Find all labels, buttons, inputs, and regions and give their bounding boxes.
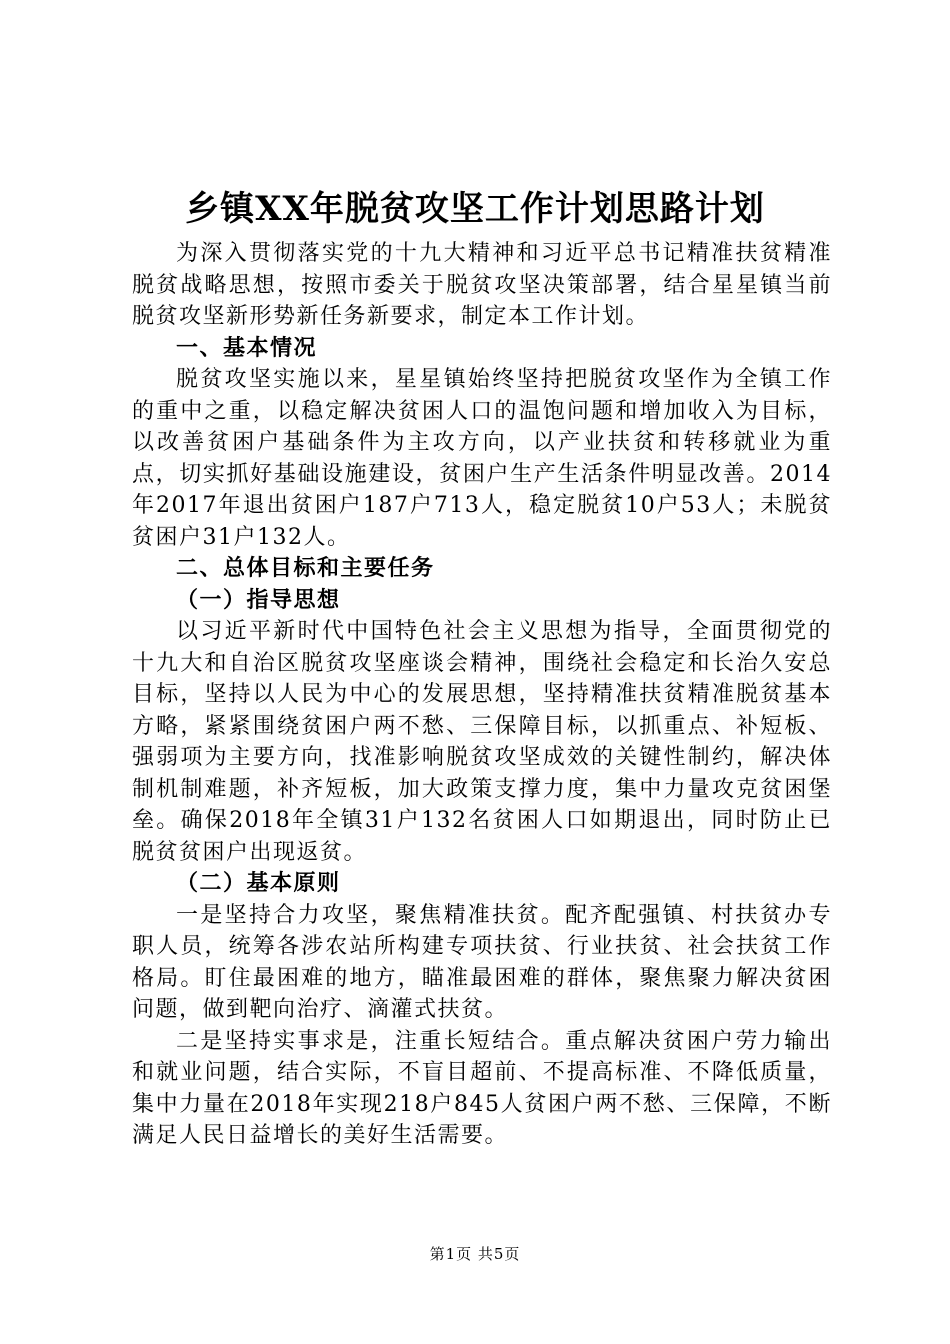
principle-one-paragraph: 一是坚持合力攻坚，聚焦精准扶贫。配齐配强镇、村扶贫办专职人员，统筹各涉农站所构建专项扶贫、行业扶贫、社会扶贫工作格局。盯住最困难的地方，瞄准最困难的群体，聚焦聚力解决贫困问题，做到靶向治疗、滴灌式扶贫。 <box>132 902 832 1022</box>
principle-two-paragraph: 二是坚持实事求是，注重长短结合。重点解决贫困户劳力输出和就业问题，结合实际，不盲目超前、不提高标准、不降低质量，集中力量在2018年实现218户845人贫困户两不愁、三保障，不断满足人民日益增长的美好生活需要。 <box>132 1028 832 1148</box>
section-heading-goals-tasks: 二、总体目标和主要任务 <box>176 556 435 581</box>
guiding-thought-paragraph: 以习近平新时代中国特色社会主义思想为指导，全面贯彻党的十九大和自治区脱贫攻坚座谈会精神，围绕社会稳定和长治久安总目标，坚持以人民为中心的发展思想，坚持精准扶贫精准脱贫基本方略，紧紧围绕贫困户两不愁、三保障目标，以抓重点、补短板、强弱项为主要方向，找准影响脱贫攻坚成效的关键性制约，解决体制机制难题，补齐短板，加大政策支撑力度，集中力量攻克贫困堡垒。确保2018年全镇31户132名贫困人口如期退出，同时防止已脱贫贫困户出现返贫。 <box>132 619 832 865</box>
subsection-heading-guiding-thought: （一）指导思想 <box>176 587 341 613</box>
document-body <box>132 238 832 1152</box>
intro-paragraph: 为深入贯彻落实党的十九大精神和习近平总书记精准扶贫精准脱贫战略思想，按照市委关于脱贫攻坚决策部署，结合星星镇当前脱贫攻坚新形势新任务新要求，制定本工作计划。 <box>132 241 832 329</box>
page-number-footer: 第1页 共5页 <box>429 1245 521 1263</box>
document-title: 乡镇XX年脱贫攻坚工作计划思路计划 <box>185 189 765 229</box>
section-heading-basic-situation: 一、基本情况 <box>176 335 318 361</box>
basic-situation-paragraph: 脱贫攻坚实施以来，星星镇始终坚持把脱贫攻坚作为全镇工作的重中之重，以稳定解决贫困人口的温饱问题和增加收入为目标，以改善贫困户基础条件为主攻方向，以产业扶贫和转移就业为重点，切实抓好基础设施建设，贫困户生产生活条件明显改善。2014年2017年退出贫困户187户713人，稳定脱贫10户53人；未脱贫贫困户31户132人。 <box>132 367 832 550</box>
subsection-heading-basic-principles: （二）基本原则 <box>176 871 341 896</box>
